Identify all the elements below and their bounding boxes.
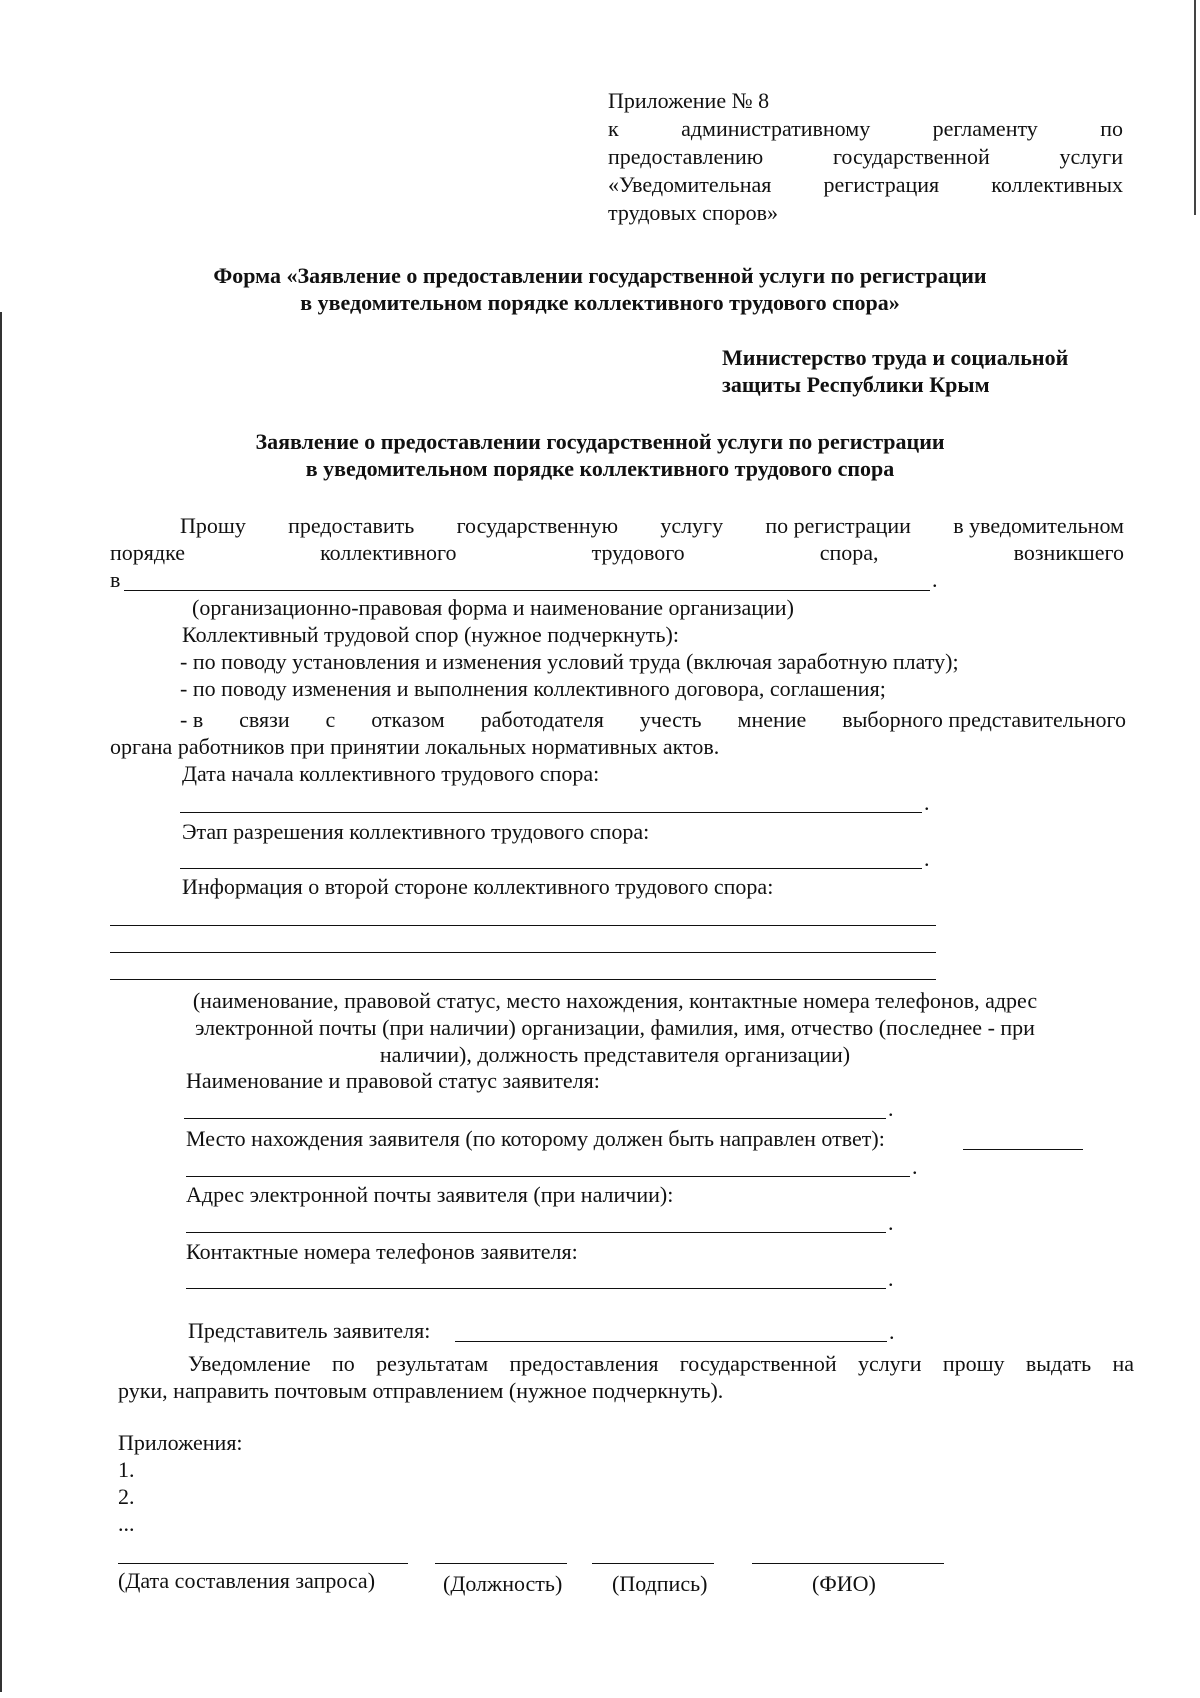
appendix-header (608, 87, 1123, 227)
dispute-option-agreement[interactable]: - по поводу изменения и выполнения коллективного договора, соглашения; (180, 676, 886, 701)
org-name-caption: (организационно-правовая форма и наименование организации) (192, 595, 794, 620)
attachment-item-2: 2. (118, 1484, 135, 1509)
applicant-phones-period: . (888, 1266, 894, 1291)
position-caption: (Должность) (443, 1571, 563, 1596)
appendix-line-5: трудовых споров» (608, 200, 778, 225)
scan-edge-left (0, 312, 2, 1692)
addressee-ministry: Министерство труда и социальной защиты Республики Крым (722, 345, 1069, 397)
start-date-field[interactable] (180, 812, 922, 813)
dispute-option-local-acts-line-2: органа работников при принятии локальных нормативных актов. (110, 734, 720, 759)
second-party-caption: (наименование, правовой статус, место нахождения, контактные номера телефонов, адрес электронной почты (при наличии) организации, фамилия, имя, отчество (последнее - при наличии), должность представителя организации) (192, 988, 1038, 1067)
scan-edge-right (1194, 0, 1196, 215)
statement-title: Заявление о предоставлении государственной услуги по регистрации в уведомительном порядке коллективного трудового спора (255, 429, 945, 481)
second-party-field-2[interactable] (110, 952, 936, 953)
applicant-location-field-inline[interactable] (963, 1149, 1083, 1150)
date-caption: (Дата составления запроса) (118, 1568, 376, 1593)
applicant-location-period: . (912, 1154, 918, 1179)
applicant-location-label: Место нахождения заявителя (по которому должен быть направлен ответ): (186, 1126, 885, 1151)
applicant-name-label: Наименование и правовой статус заявителя: (186, 1068, 600, 1093)
attachment-item-3: ... (118, 1511, 135, 1536)
date-field[interactable] (118, 1563, 408, 1564)
applicant-phones-label: Контактные номера телефонов заявителя: (186, 1239, 578, 1264)
appendix-number: Приложение № 8 (608, 88, 770, 113)
notification-line-2: руки, направить почтовым отправлением (нужное подчеркнуть). (118, 1378, 724, 1403)
request-line-1: Прошу предоставить государственную услугу по регистрации в уведомительном (180, 513, 1124, 538)
dispute-option-conditions[interactable]: - по поводу установления и изменения условий труда (включая заработную плату); (180, 649, 959, 674)
attachments-heading: Приложения: (118, 1430, 243, 1455)
start-date-period: . (924, 790, 930, 815)
applicant-location-field[interactable] (186, 1176, 910, 1177)
representative-field[interactable] (455, 1341, 887, 1342)
applicant-name-period: . (888, 1096, 894, 1121)
signature-caption: (Подпись) (612, 1571, 708, 1596)
position-field[interactable] (435, 1563, 567, 1564)
applicant-email-label: Адрес электронной почты заявителя (при наличии): (186, 1182, 674, 1207)
representative-label: Представитель заявителя: (188, 1318, 431, 1343)
request-prefix: в (110, 567, 121, 592)
appendix-line-4: «Уведомительная регистрация коллективных (608, 172, 1123, 197)
dispute-option-local-acts-line-1[interactable]: - в связи с отказом работодателя учесть мнение выборного представительного (180, 707, 1126, 732)
full-name-caption: (ФИО) (812, 1571, 876, 1596)
applicant-name-field[interactable] (184, 1118, 886, 1119)
dispute-type-heading: Коллективный трудовой спор (нужное подчеркнуть): (182, 622, 679, 647)
stage-period: . (924, 846, 930, 871)
full-name-field[interactable] (752, 1563, 944, 1564)
appendix-line-3: предоставлению государственной услуги (608, 144, 1123, 169)
second-party-label: Информация о второй стороне коллективного трудового спора: (182, 874, 774, 899)
attachment-item-1: 1. (118, 1457, 135, 1482)
notification-line-1: Уведомление по результатам предоставления государственной услуги прошу выдать на (188, 1351, 1134, 1376)
stage-field[interactable] (180, 868, 922, 869)
applicant-email-field[interactable] (186, 1232, 886, 1233)
stage-label: Этап разрешения коллективного трудового спора: (182, 819, 650, 844)
second-party-field-1[interactable] (110, 925, 936, 926)
form-title: Форма «Заявление о предоставлении государственной услуги по регистрации в уведомительном порядке коллективного трудового спора» (213, 263, 987, 315)
start-date-label: Дата начала коллективного трудового спора: (182, 761, 600, 786)
signature-field[interactable] (592, 1563, 714, 1564)
representative-period: . (889, 1319, 895, 1344)
second-party-field-3[interactable] (110, 979, 936, 980)
org-name-period: . (932, 567, 938, 592)
appendix-line-2: к административному регламенту по (608, 116, 1123, 141)
org-name-field[interactable] (124, 590, 930, 591)
applicant-phones-field[interactable] (186, 1288, 886, 1289)
request-line-2: порядке коллективного трудового спора, возникшего (110, 540, 1124, 565)
applicant-email-period: . (888, 1210, 894, 1235)
